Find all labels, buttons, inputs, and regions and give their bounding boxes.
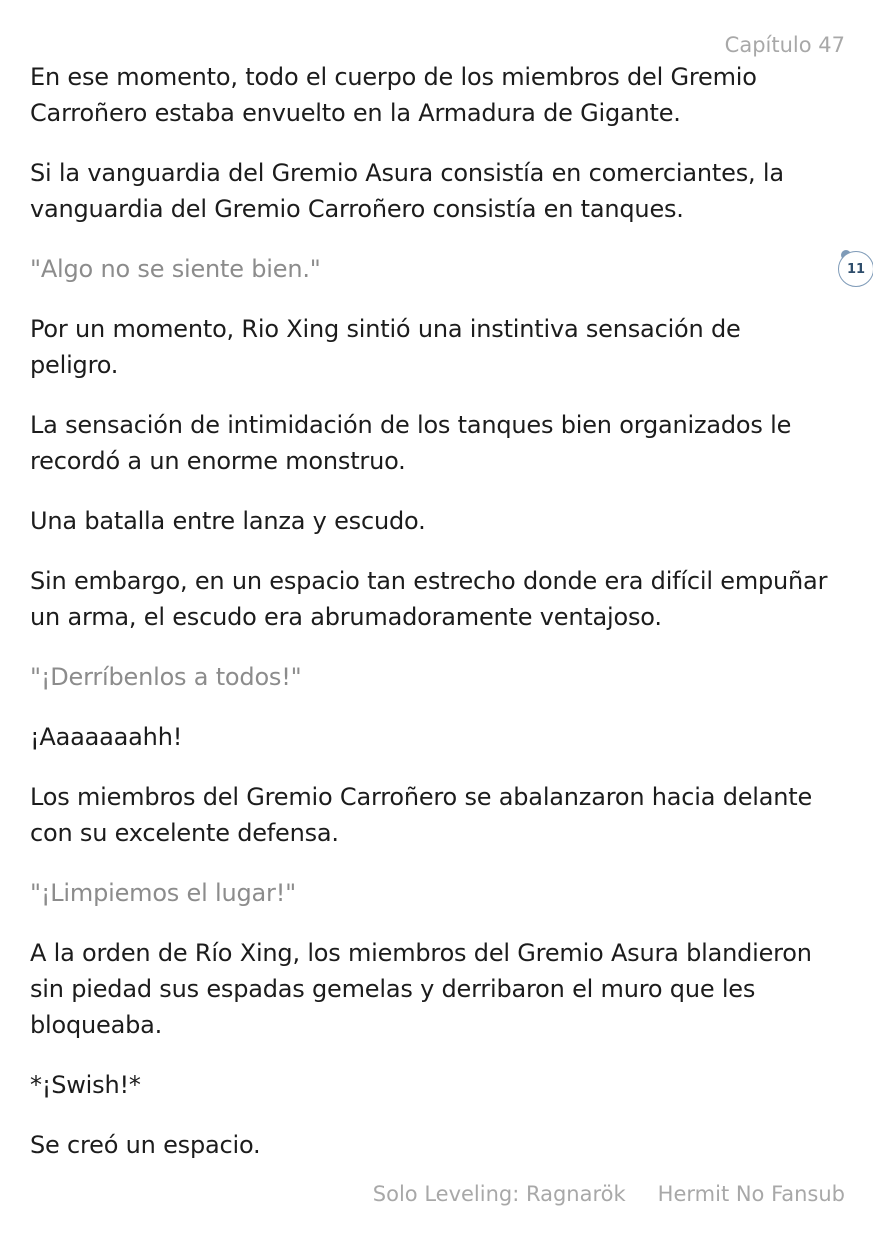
chapter-label: Capítulo 47 bbox=[724, 33, 845, 57]
paragraph: La sensación de intimidación de los tanques bien organizados le recordó a un enorme monstruo. bbox=[30, 411, 792, 475]
page-number-badge[interactable]: 11 bbox=[838, 251, 873, 287]
dialogue-paragraph: "Algo no se siente bien." bbox=[30, 255, 321, 283]
dialogue-paragraph: "¡Derríbenlos a todos!" bbox=[30, 663, 302, 691]
footer bbox=[373, 1182, 845, 1206]
paragraph: Se creó un espacio. bbox=[30, 1131, 261, 1159]
series-title: Solo Leveling: Ragnarök bbox=[372, 1182, 626, 1206]
paragraph: ¡Aaaaaaahh! bbox=[30, 723, 183, 751]
paragraph: Una batalla entre lanza y escudo. bbox=[30, 507, 426, 535]
paragraph: *¡Swish!* bbox=[30, 1071, 141, 1099]
paragraph: A la orden de Río Xing, los miembros del Gremio Asura blandieron sin piedad sus espadas gemelas y derribaron el muro que les bloqueaba. bbox=[30, 939, 812, 1039]
dialogue-paragraph: "¡Limpiemos el lugar!" bbox=[30, 879, 296, 907]
reading-content bbox=[30, 59, 830, 1187]
paragraph: En ese momento, todo el cuerpo de los miembros del Gremio Carroñero estaba envuelto en la Armadura de Gigante. bbox=[30, 63, 757, 127]
paragraph: Por un momento, Rio Xing sintió una instintiva sensación de peligro. bbox=[30, 315, 741, 379]
paragraph: Sin embargo, en un espacio tan estrecho donde era difícil empuñar un arma, el escudo era abrumadoramente ventajoso. bbox=[30, 567, 828, 631]
translator-credit: Hermit No Fansub bbox=[657, 1182, 845, 1206]
paragraph: Los miembros del Gremio Carroñero se abalanzaron hacia delante con su excelente defensa. bbox=[30, 783, 813, 847]
paragraph: Si la vanguardia del Gremio Asura consistía en comerciantes, la vanguardia del Gremio Carroñero consistía en tanques. bbox=[30, 159, 784, 223]
